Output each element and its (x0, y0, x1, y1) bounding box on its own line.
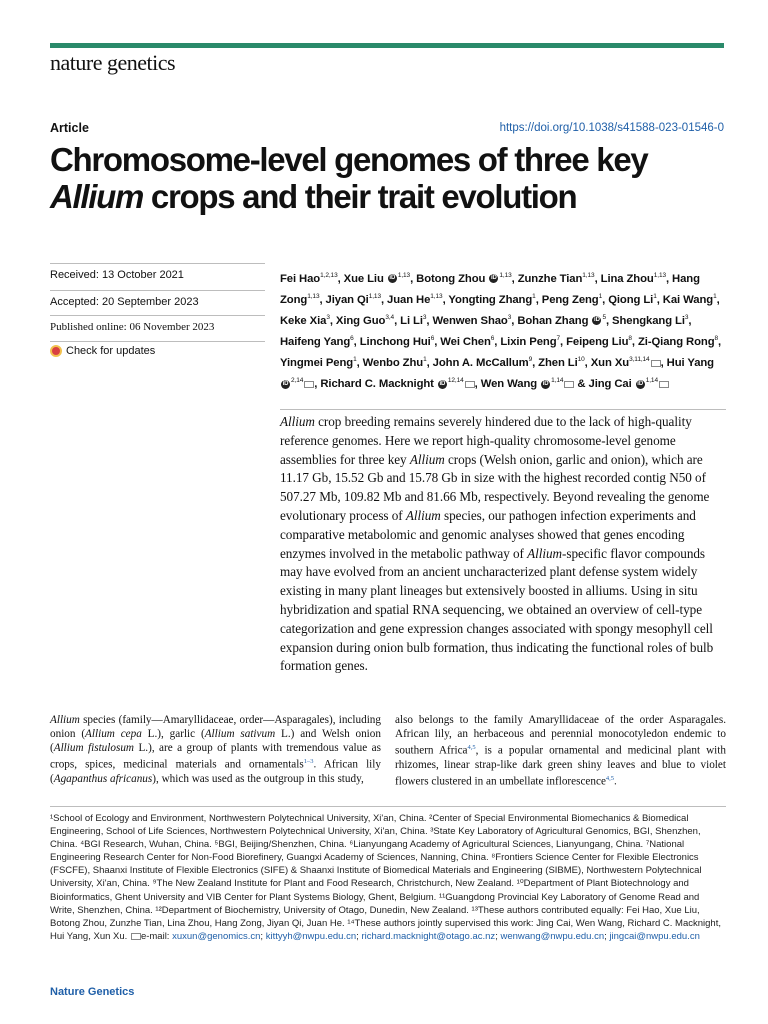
body-em: Allium fistulosum (53, 742, 135, 755)
email-link[interactable]: kittyyh@nwpu.edu.cn (265, 930, 357, 942)
email-link[interactable]: jingcai@nwpu.edu.cn (609, 930, 700, 942)
affiliations-text: ¹School of Ecology and Environment, Northwestern Polytechnical University, Xi'an, China. ²Center of Special Environmental Biomechanics & Biomedical Engineering, School of Life Sciences, Northwestern Polytechnical University, Xi'an, China. ³State Key Laboratory of Agricultural Genomics, BGI, Shenzhen, China. ⁴BGI Research, Wuhan, China. ⁵BGI, Beijing/Shenzhen, China. ⁶Lianyungang Academy of Agricultural Sciences, Lianyungang, China. ⁷National Engineering Research Center for Non-Food Biorefinery, Guangxi Academy of Sciences, Nanning, China. ⁸Frontiers Science Center for Flexible Electronics (FSCFE), Shaanxi Institute of Flexible Electronics (SIFE) & Shaanxi Institute of Biomedical Materials and Engineering (SIBME), Northwestern Polytechnical University, Xi'an, China. ⁹The New Zealand Institute for Plant and Food Research, Christchurch, New Zealand. ¹⁰Department of Plant Biotechnology and Bioinformatics, Ghent University and VIB Center for Plant Systems Biology, Ghent, Belgium. ¹¹Guangdong Provincial Key Laboratory of Genome Read and Write, Shenzhen, China. ¹²Department of Biochemistry, University of Otago, Dunedin, New Zealand. ¹³These authors contributed equally: Fei Hao, Xue Liu, Botong Zhou, Zunzhe Tian, Lina Zhou, Hang Zong, Jiyan Qi, Juan He. ¹⁴These authors jointly supervised this work: Jing Cai, Wen Wang, Richard C. Macknight, Hui Yang, Xun Xu. (50, 813, 721, 942)
footer-journal-name[interactable]: Nature Genetics (50, 986, 135, 998)
email-link[interactable]: wenwang@nwpu.edu.cn (500, 930, 605, 942)
orcid-icon[interactable]: iD (439, 380, 446, 387)
abstract-divider (280, 409, 726, 410)
reference-link[interactable]: 1–3 (303, 758, 314, 766)
body-text: L.), garlic ( (141, 728, 205, 741)
orcid-icon[interactable]: iD (389, 275, 396, 282)
orcid-icon[interactable]: iD (282, 380, 289, 387)
article-type: Article (50, 121, 89, 135)
meta-divider (50, 315, 265, 316)
published-date: Published online: 06 November 2023 (50, 321, 215, 333)
abstract-em: Allium (405, 507, 441, 523)
meta-divider (50, 263, 265, 264)
reference-link[interactable]: 4,5 (467, 744, 476, 752)
email-icon[interactable] (651, 360, 661, 367)
abstract (280, 413, 726, 676)
meta-divider (50, 341, 265, 342)
body-text: . (614, 775, 617, 788)
received-date: Received: 13 October 2021 (50, 269, 184, 281)
email-icon (131, 933, 141, 940)
author-list: Fei Hao$^{1,2,13}$, Xue Liu iD $^{1,13}$, Botong Zhou iD $^{1,13}$, Zunzhe Tian$^{1,13}$, Lina Zhou$^{1,13}$, Hang Zong$^{1,13}$, Jiyan Qi$^{1,13}$, Juan He$^{1,13}$, Yongting Zhang$^1$, Peng Zeng$^1$, Qiong Li$^1$, Kai Wang$^1$, Keke Xia$^3$, Xing Guo$^{3,4}$, Li Li$^3$, Wenwen Shao$^3$, Bohan Zhang iD $^5$, Shengkang Li$^3$, Haifeng Yang$^6$, Linchong Hui$^6$, Wei Chen$^6$, Lixin Peng$^7$, Feipeng Liu$^8$, Zi-Qiang Rong$^8$, Yingmei Peng$^1$, Wenbo Zhu$^1$, John A. McCallum$^9$, Zhen Li$^{10}$, Xun Xu$^{3,11,14}$ , Hui Yang iD $^{2,14}$ , Richard C. Macknight iD $^{12,14}$ , Wen Wang iD $^{1,14}$ & Jing Cai iD $^{1,14}$ (280, 272, 722, 391)
body-column-left (50, 713, 381, 786)
email-link[interactable]: xuxun@genomics.cn (172, 930, 261, 942)
meta-divider (50, 290, 265, 291)
body-em: Agapanthus africanus (53, 773, 153, 786)
footnote-divider (50, 806, 726, 807)
reference-link[interactable]: 4,5 (605, 775, 615, 783)
abstract-text: crops (Welsh onion, garlic and onion), which are 11.17 Gb, 15.52 Gb and 15.78 Gb in size with the highest recorded contig N50 of 507.27 Mb, 109.82 Mb and 81.66 Mb, respectively. Beyond revealing the genome evolutionary process of (280, 451, 710, 523)
body-em: Allium sativum (204, 728, 276, 741)
email-icon[interactable] (659, 381, 669, 388)
accepted-date: Accepted: 20 September 2023 (50, 296, 199, 308)
abstract-em: Allium (409, 451, 445, 467)
body-em: Allium cepa (85, 728, 142, 741)
body-text: . African lily ( (50, 759, 381, 786)
orcid-icon[interactable]: iD (542, 380, 549, 387)
abstract-text: crop breeding remains severely hindered due to the lack of high-quality reference genomes. Here we report high-quality chromosome-level genome assemblies for three key (280, 414, 692, 467)
affiliations: ¹School of Ecology and Environment, Northwestern Polytechnical University, Xi'an, China. ²Center of Special Environmental Biomechanics & Biomedical Engineering, School of Life Sciences, Northwestern Polytechnical University, Xi'an, China. ³State Key Laboratory of Agricultural Genomics, BGI, Shenzhen, China. ⁴BGI Research, Wuhan, China. ⁵BGI, Beijing/Shenzhen, China. ⁶Lianyungang Academy of Agricultural Sciences, Lianyungang, China. ⁷National Engineering Research Center for Non-Food Biorefinery, Guangxi Academy of Sciences, Nanning, China. ⁸Frontiers Science Center for Flexible Electronics (FSCFE), Shaanxi Institute of Flexible Electronics (SIFE) & Shaanxi Institute of Biomedical Materials and Engineering (SIBME), Northwestern Polytechnical University, Xi'an, China. ⁹The New Zealand Institute for Plant and Food Research, Christchurch, New Zealand. ¹⁰Department of Plant Biotechnology and Bioinformatics, Ghent University and VIB Center for Plant Systems Biology, Ghent, Belgium. ¹¹Guangdong Provincial Key Laboratory of Genome Read and Write, Shenzhen, China. ¹²Department of Biochemistry, University of Otago, Dunedin, New Zealand. ¹³These authors contributed equally: Fei Hao, Xue Liu, Botong Zhou, Zunzhe Tian, Lina Zhou, Hang Zong, Jiyan Qi, Juan He. ¹⁴These authors jointly supervised this work: Jing Cai, Wen Wang, Richard C. Macknight, Hui Yang, Xun Xu. e-mail: xuxun@genomics.cn; kittyyh@nwpu.edu.cn; richard.macknight@otago.ac.nz; wenwang@nwpu.edu.cn; jingcai@nwpu.edu.cn (50, 813, 721, 942)
body-text: also belongs to the family Amaryllidaceae of the order Asparagales. African lily, an herbaceous and perennial monocotyledon endemic to southern Africa (395, 714, 726, 757)
email-icon[interactable] (465, 381, 475, 388)
orcid-icon[interactable]: iD (637, 380, 644, 387)
doi-link[interactable]: https://doi.org/10.1038/s41588-023-01546-0 (499, 122, 724, 134)
check-updates-icon (50, 345, 62, 357)
email-icon[interactable] (564, 381, 574, 388)
body-text: ), which was used as the outgroup in this study, (152, 773, 364, 786)
abstract-em: Allium (280, 414, 315, 429)
journal-name: nature genetics (50, 50, 176, 75)
abstract-text: species, our pathogen infection experiments and comparative metabolomic and genomic analyses showed that genes encoding enzymes involved in the metabolic pathway of (280, 507, 696, 561)
title-line1: Chromosome-level genomes of three key (50, 141, 648, 178)
body-text: species (family—Amaryllidaceae, order—Asparagales), including onion ( (50, 714, 381, 741)
body-text: L.) and Welsh onion ( (50, 728, 381, 755)
abstract-em: Allium (527, 545, 563, 561)
body-em: Allium (50, 714, 80, 726)
title-genus: Allium (50, 178, 144, 215)
body-text: , is a popular ornamental and medicinal plant with rhizomes, linear strap-like dark green shiny leaves and blue to violet flowers clustered in an umbellate inflorescence (395, 744, 726, 788)
email-icon[interactable] (304, 381, 314, 388)
orcid-icon[interactable]: iD (490, 275, 497, 282)
email-link[interactable]: richard.macknight@otago.ac.nz (361, 930, 496, 942)
orcid-icon[interactable]: iD (594, 317, 600, 324)
title-line2: crops and their trait evolution (143, 178, 577, 215)
abstract-text: -specific flavor compounds may have evolved from an ancient uncharacterized plant defense system widely existing in many plant lineages but extensively boosted in alliums. Using in situ hybridization and spatial RNA sequencing, we obtained an overview of cell-type categorization and gene expression changes associated with spongy mesophyll cell expansion during onion bulb formation, thus indicating the functional roles of bulb formation genes. (280, 545, 714, 674)
page-title (50, 141, 730, 215)
check-updates-label: Check for updates (66, 345, 156, 357)
body-column-right (395, 713, 726, 789)
body-text: L.), are a group of plants with tremendous value as crops, spices, medicinal materials and ornamentals (50, 742, 381, 772)
header-rule (50, 43, 724, 48)
email-label: e-mail: (140, 930, 173, 942)
check-for-updates-button[interactable] (50, 345, 155, 357)
